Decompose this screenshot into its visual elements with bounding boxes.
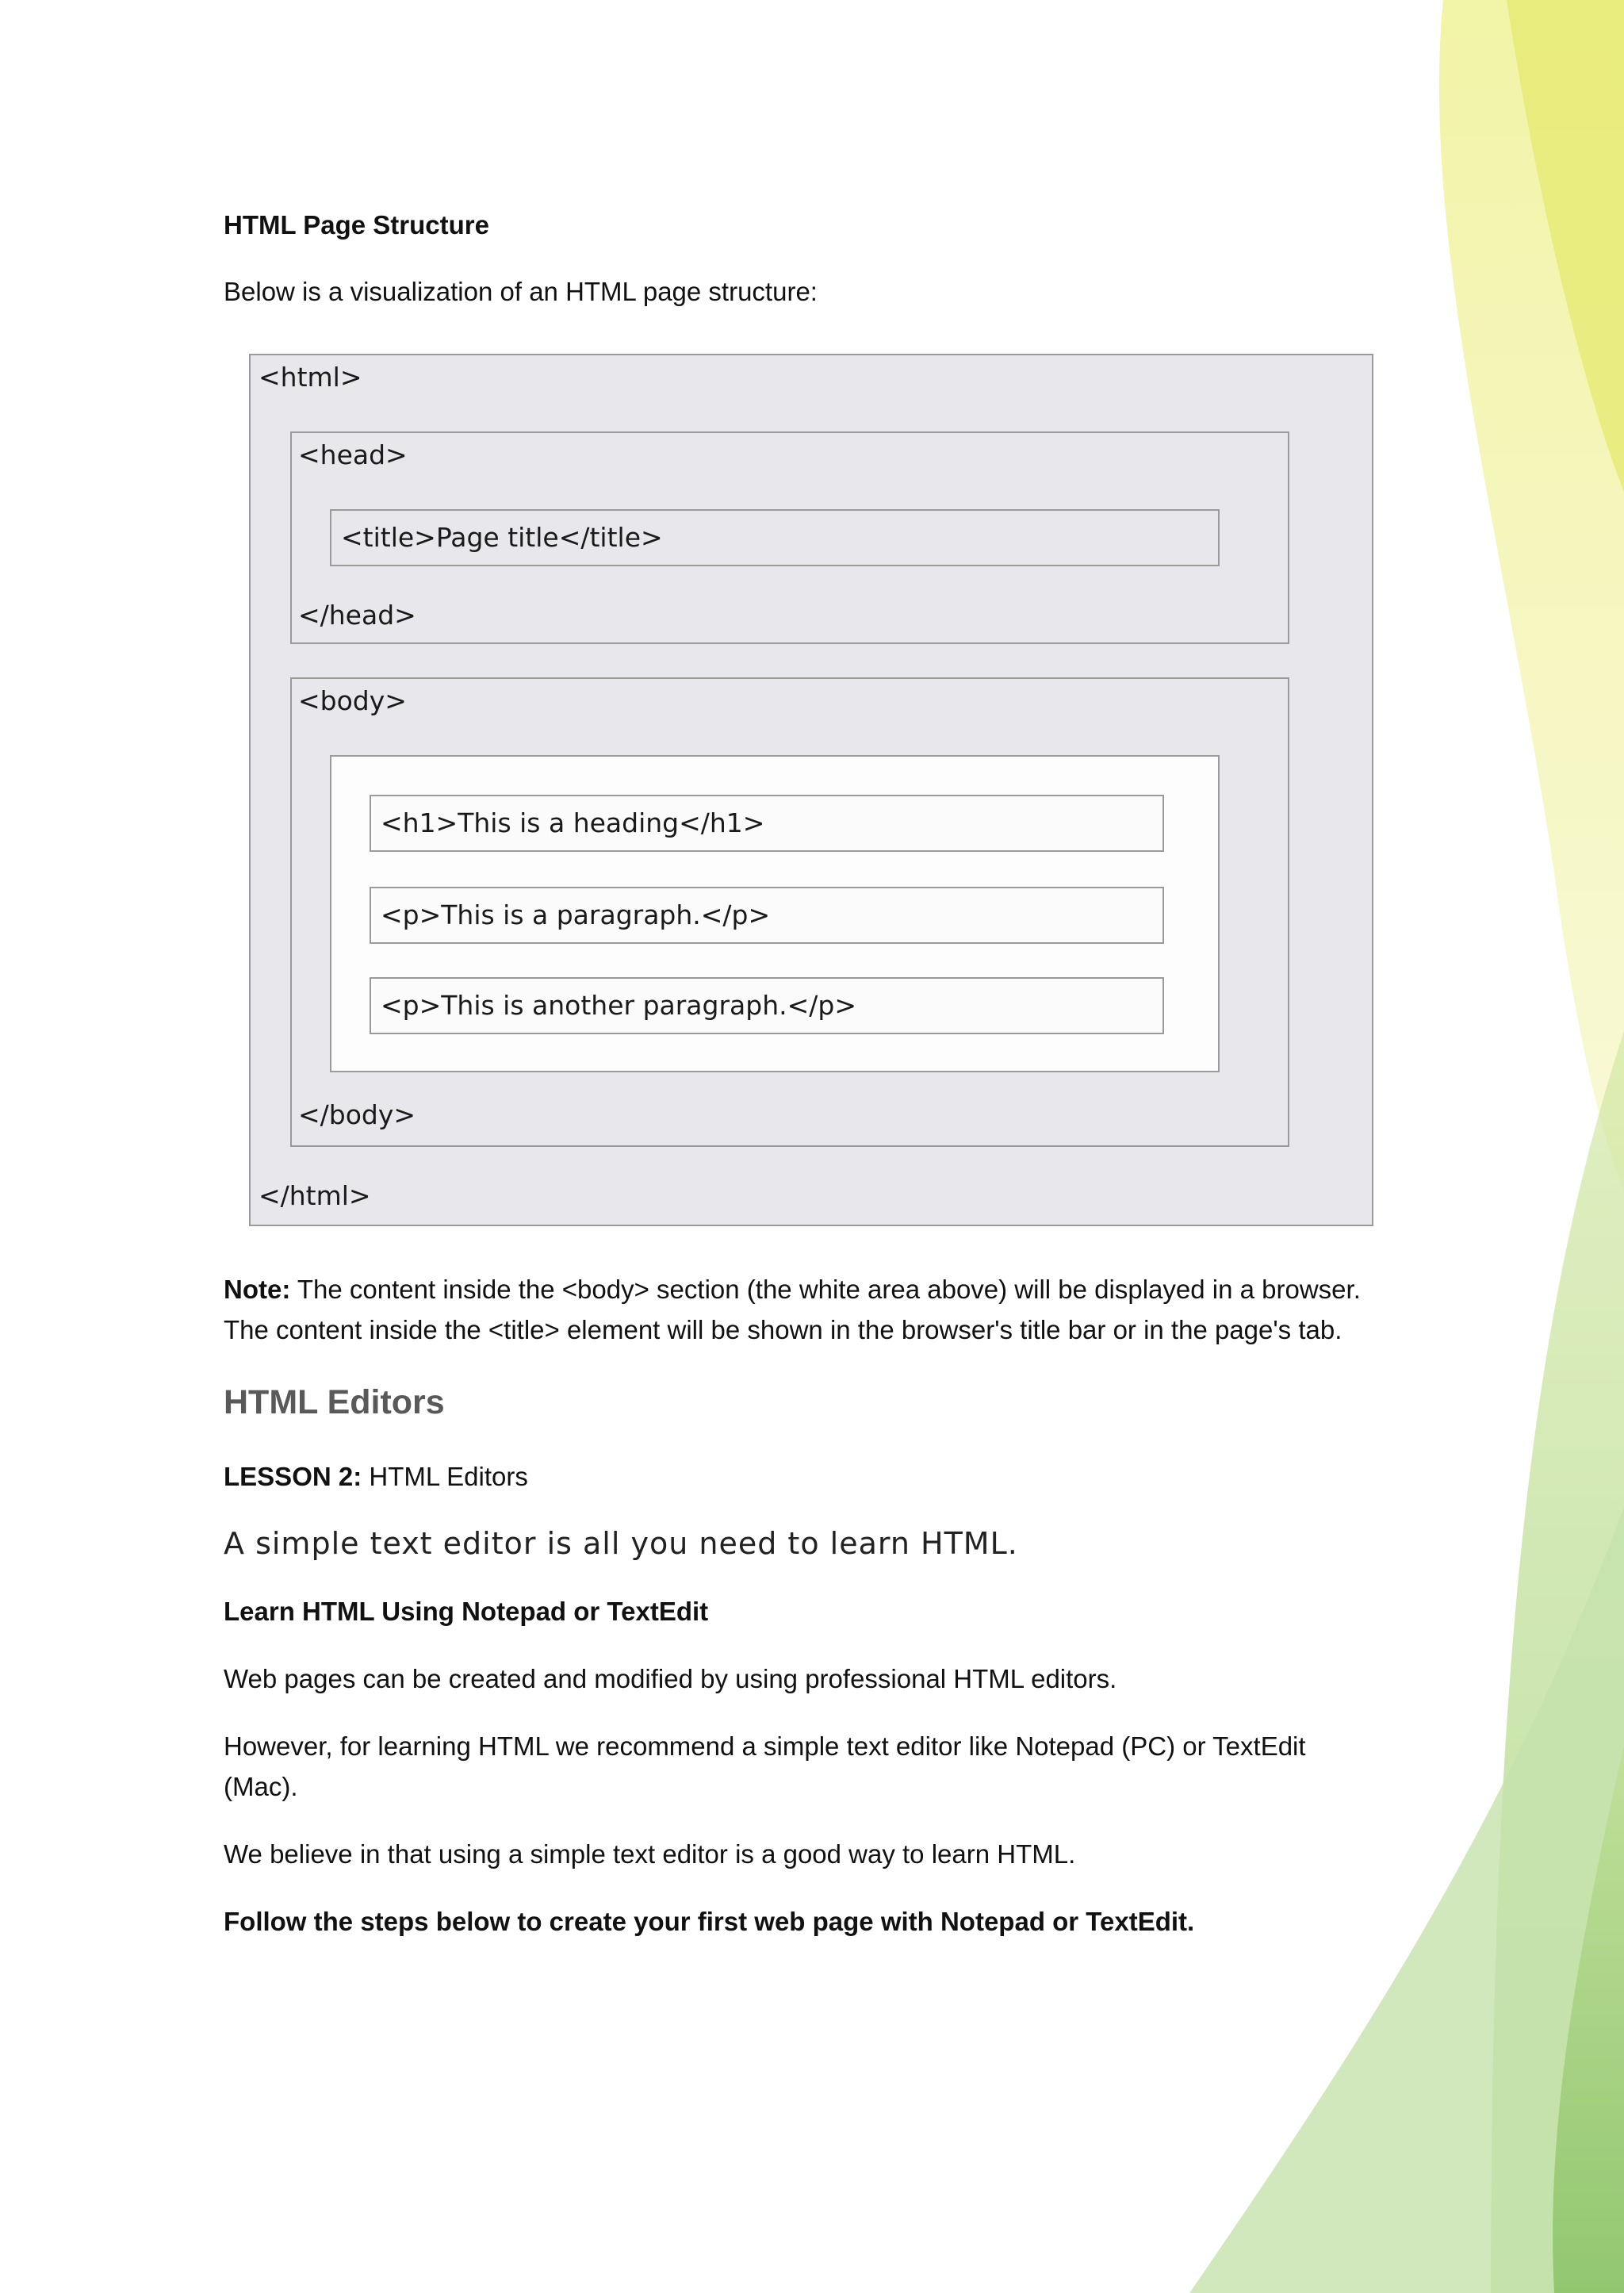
- note-label: Note:: [224, 1275, 291, 1304]
- lesson-line: [224, 1456, 528, 1497]
- p1-box: [370, 887, 1164, 944]
- editors-heading: HTML Editors: [224, 1383, 445, 1421]
- html-structure-diagram: [249, 354, 1373, 1226]
- lead-sentence: A simple text editor is all you need to learn HTML.: [224, 1526, 1018, 1561]
- body-close-tag: </body>: [298, 1099, 416, 1130]
- section-title: HTML Page Structure: [224, 210, 489, 240]
- paragraph-1: Web pages can be created and modified by using professional HTML editors.: [224, 1664, 1117, 1693]
- body-box: [290, 677, 1289, 1147]
- lesson-text: HTML Editors: [362, 1462, 528, 1491]
- html-open-tag: <html>: [259, 362, 362, 393]
- p2-line: <p>This is another paragraph.</p>: [381, 990, 856, 1021]
- p1-line: <p>This is a paragraph.</p>: [381, 899, 771, 930]
- p2-box: [370, 977, 1164, 1034]
- head-open-tag: <head>: [298, 439, 408, 470]
- editors-subheading: Learn HTML Using Notepad or TextEdit: [224, 1597, 709, 1626]
- head-box: [290, 431, 1289, 644]
- paragraph-2-line-2: (Mac).: [224, 1772, 298, 1801]
- title-line: <title>Page title</title>: [341, 522, 663, 553]
- section-intro: Below is a visualization of an HTML page structure:: [224, 277, 818, 306]
- title-box: [330, 509, 1220, 566]
- note-text-1: The content inside the <body> section (the white area above) will be displayed in a browser.: [290, 1275, 1361, 1304]
- h1-box: [370, 795, 1164, 852]
- note-line-2: The content inside the <title> element will be shown in the browser's title bar or in the page's tab.: [224, 1315, 1342, 1344]
- html-box: [249, 354, 1373, 1226]
- body-open-tag: <body>: [298, 685, 407, 716]
- body-content-area: [330, 755, 1220, 1072]
- h1-line: <h1>This is a heading</h1>: [381, 807, 765, 838]
- steps-instruction: Follow the steps below to create your first web page with Notepad or TextEdit.: [224, 1907, 1195, 1936]
- lesson-label: LESSON 2:: [224, 1462, 362, 1491]
- paragraph-2-line-1: However, for learning HTML we recommend a simple text editor like Notepad (PC) or TextEdit: [224, 1731, 1306, 1761]
- head-close-tag: </head>: [298, 600, 416, 631]
- html-close-tag: </html>: [259, 1180, 371, 1211]
- paragraph-3: We believe in that using a simple text editor is a good way to learn HTML.: [224, 1839, 1076, 1869]
- note-line-1: [224, 1269, 1361, 1309]
